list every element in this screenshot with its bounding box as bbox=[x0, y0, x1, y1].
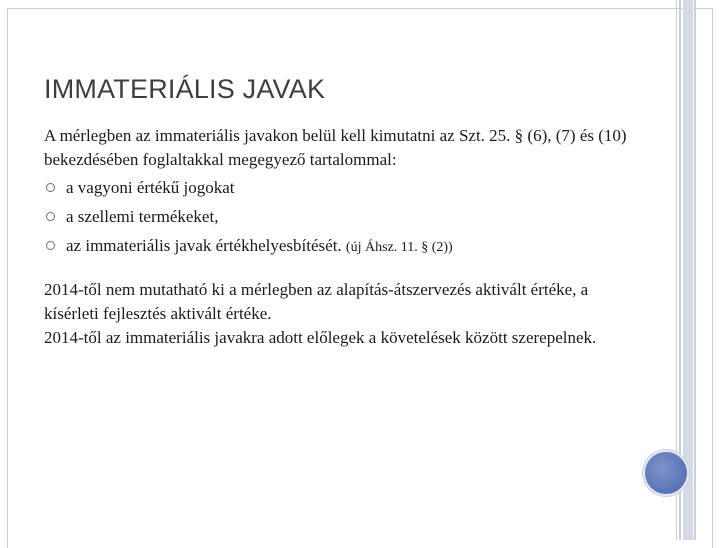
bullet-item bbox=[44, 205, 644, 234]
intro-paragraph: A mérlegben az immateriális javakon belül kell kimutatni az Szt. 25. § (6), (7) és (10) bekezdésében foglaltakkal megegyező tartalommal: bbox=[44, 126, 627, 169]
slide-title: IMMATERIÁLIS JAVAK bbox=[44, 74, 326, 104]
bullet-text: a vagyoni értékű jogokat bbox=[66, 178, 235, 197]
bullet-reference-note: (új Áhsz. 11. § (2)) bbox=[345, 240, 453, 255]
blue-circle-icon bbox=[643, 450, 689, 496]
bullet-item bbox=[44, 234, 644, 263]
paragraph-2: 2014-től nem mutatható ki a mérlegben az alapítás-átszervezés aktivált értéke, a kísérleti fejlesztés aktivált értéke. bbox=[44, 280, 589, 323]
bullet-circle-icon bbox=[46, 241, 55, 250]
bullet-circle-icon bbox=[46, 212, 55, 221]
paragraph-3: 2014-től az immateriális javakra adott előlegek a követelések között szerepelnek. bbox=[44, 328, 597, 347]
side-bar-line bbox=[694, 0, 696, 540]
bullet-circle-icon bbox=[46, 183, 55, 192]
bullet-text: az immateriális javak értékhelyesbítését. bbox=[66, 236, 342, 255]
bullet-text: a szellemi termékeket, bbox=[66, 207, 219, 226]
bullet-item bbox=[44, 176, 644, 205]
slide-body bbox=[44, 124, 644, 350]
bullet-list bbox=[44, 176, 644, 263]
